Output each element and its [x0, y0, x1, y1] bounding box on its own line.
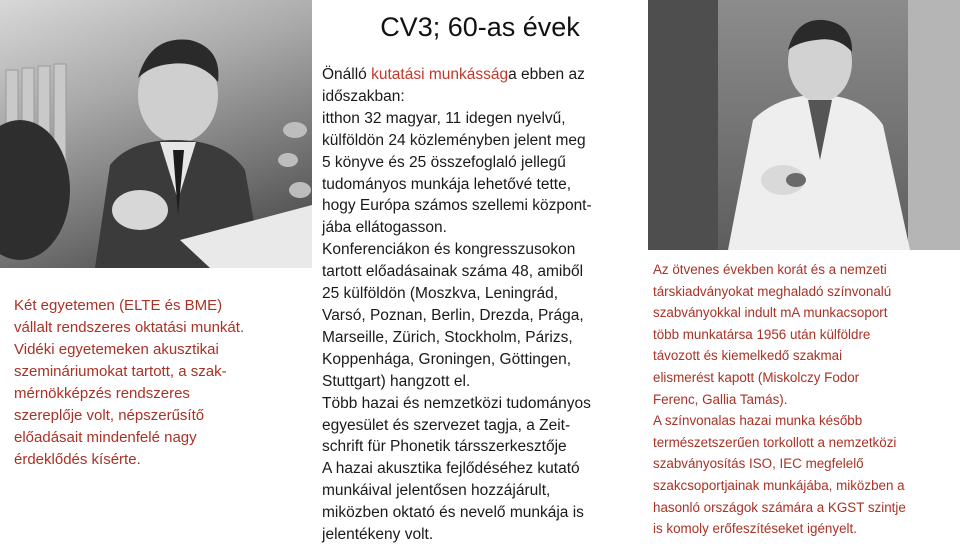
center-line: jába ellátogasson. [322, 219, 447, 237]
right-line: szakcsoportjainak munkájába, miközben a [653, 477, 905, 493]
center-line: 25 külföldön (Moszkva, Leningrád, [322, 285, 559, 303]
highlight-munkassag: munkásság [428, 66, 509, 83]
center-line: Varsó, Poznan, Berlin, Drezda, Prága, [322, 306, 584, 324]
center-line: hogy Európa számos szellemi központ- [322, 197, 592, 215]
center-line: Stuttgart) hangzott el. [322, 372, 471, 390]
center-line: miközben oktató és nevelő munkája is [322, 504, 584, 522]
center-line: külföldön 24 közleményben jelent meg [322, 131, 586, 149]
left-line: érdeklődés kísérte. [14, 451, 141, 468]
highlight-kutatasi: kutatási [371, 66, 425, 83]
right-line: Ferenc, Gallia Tamás). [653, 391, 788, 407]
right-line: A színvonalas hazai munka később [653, 413, 863, 429]
center-line: Több hazai és nemzetközi tudományos [322, 394, 591, 412]
right-line: Az ötvenes években korát és a nemzeti [653, 262, 887, 277]
center-line: Marseille, Zürich, Stockholm, Párizs, [322, 328, 573, 346]
right-line: elismerést kapott (Miskolczy Fodor [653, 369, 860, 385]
center-line: tartott előadásainak száma 48, amiből [322, 263, 584, 281]
center-line: Önálló kutatási munkássága ebben az [322, 66, 585, 83]
center-line: 5 könyve és 25 összefoglaló jellegű [322, 153, 566, 171]
right-line: szabványosítás ISO, IEC megfelelő [653, 456, 864, 472]
right-text-block [653, 259, 959, 540]
portrait-photo [0, 0, 312, 268]
left-line: vállalt rendszeres oktatási munkát. [14, 319, 245, 336]
left-line: szemináriumokat tartott, a szak- [14, 363, 227, 380]
left-text-block [14, 295, 310, 471]
left-line: Vidéki egyetemeken akusztikai [14, 341, 219, 358]
slide-title: CV3; 60-as évek [380, 12, 580, 42]
right-line: több munkatársa 1956 után külföldre [653, 326, 871, 342]
center-line: Koppenhága, Groningen, Göttingen, [322, 350, 572, 368]
center-line: tudományos munkája lehetővé tette, [322, 175, 572, 193]
right-line: hasonló országok számára a KGST szintje [653, 499, 906, 515]
right-line: természetszerűen torkollott a nemzetközi [653, 434, 897, 450]
left-line: előadásait mindenfelé nagy [14, 429, 197, 446]
left-line: Két egyetemen (ELTE és BME) [14, 297, 223, 314]
center-text-block [322, 64, 642, 546]
center-line: itthon 32 magyar, 11 idegen nyelvű, [322, 109, 566, 127]
center-line: munkáival jelentősen hozzájárult, [322, 482, 551, 500]
right-line: szabványokkal indult mA munkacsoport [653, 305, 888, 321]
center-line: egyesület és szervezet tagja, a Zeit- [322, 416, 571, 434]
right-line: is komoly erőfeszítéseket igényelt. [653, 521, 857, 537]
left-line: szereplője volt, népszerűsítő [14, 407, 205, 424]
center-line: Konferenciákon és kongresszusokon [322, 241, 576, 259]
center-line: időszakban: [322, 87, 405, 105]
center-line: jelentékeny volt. [322, 526, 434, 544]
left-line: mérnökképzés rendszeres [14, 385, 190, 402]
right-line: társkiadványokat meghaladó színvonalú [653, 283, 892, 299]
lab-coat-photo [648, 0, 960, 250]
center-line: schrift für Phonetik társszerkesztője [322, 438, 567, 456]
right-line: távozott és kiemelkedő szakmai [653, 348, 843, 364]
center-line: A hazai akusztika fejlődéséhez kutató [322, 460, 580, 478]
